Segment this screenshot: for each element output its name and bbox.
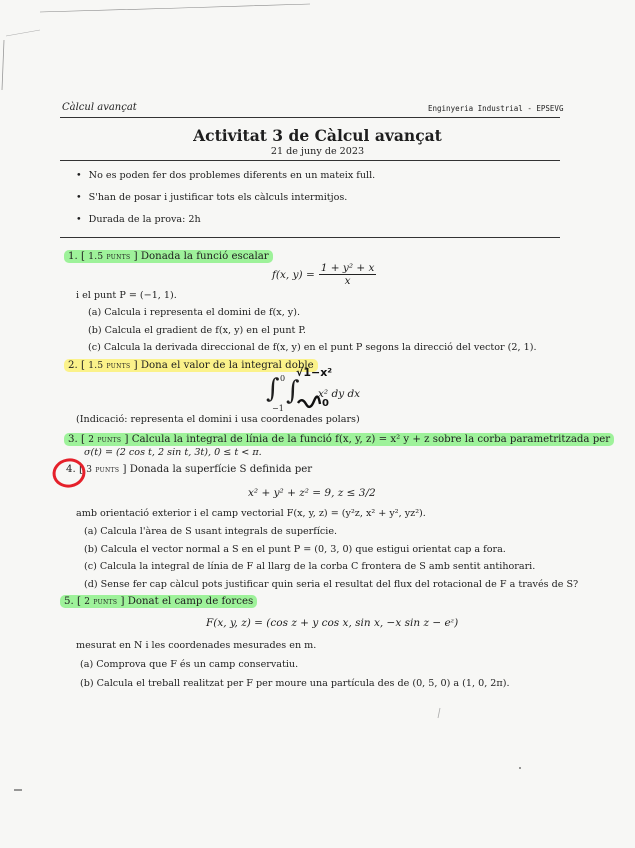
problem-2-integral-sign-outer: ∫: [266, 374, 280, 404]
problem-2-integral-sign-inner: ∫: [286, 376, 300, 406]
problem-2-heading: 2. [ 1.5 punts ] Dona el valor de la integral doble: [64, 359, 318, 372]
page-title: Activitat 3 de Càlcul avançat: [193, 126, 442, 145]
problem-4-item-d: (d) Sense fer cap càlcul pots justificar quin seria el resultat del flux del rotacional de F a través de S?: [84, 579, 579, 590]
problem-4-surface: x² + y² + z² = 9, z ≤ 3/2: [248, 487, 376, 499]
problem-1-points: 1.5 punts: [88, 252, 131, 262]
problem-1-item-b: (b) Calcula el gradient de f(x, y) en el punt P.: [88, 325, 306, 336]
problem-4-points: 3 punts: [86, 465, 120, 475]
problem-1-number: 1.: [68, 251, 78, 262]
problem-1-text: Donada la funció escalar: [140, 251, 269, 262]
problem-4-item-c: (c) Calcula la integral de línia de F al llarg de la corba C frontera de S amb sentit antihorari.: [84, 561, 536, 572]
problem-3-points: 2 punts: [88, 435, 122, 445]
problem-2-integrand: x² dy dx: [318, 388, 361, 400]
problem-1-heading: 1. [ 1.5 punts ] Donada la funció escalar: [64, 250, 273, 263]
problem-3-number: 3.: [68, 434, 78, 445]
problem-5-text: Donat el camp de forces: [127, 596, 254, 607]
header-school: Enginyeria Industrial - EPSEVG: [428, 104, 564, 113]
problem-5-number: 5.: [64, 596, 74, 607]
problem-3-heading: 3. [ 2 punts ] Calcula la integral de línia de la funció f(x, y, z) = x² y + z sobre la corba parametritzada per: [64, 433, 614, 446]
problem-5-item-b: (b) Calcula el treball realitzat per F per moure una partícula des de (0, 5, 0) a (1, 0, 2π).: [80, 678, 510, 689]
problem-4-item-b: (b) Calcula el vector normal a S en el punt P = (0, 3, 0) que estigui orientat cap a fora.: [84, 544, 506, 555]
problem-2-points: 1.5 punts: [88, 361, 131, 371]
problem-2-integral-upper: 0: [280, 374, 286, 383]
problem-4-text: Donada la superfície S definida per: [129, 464, 313, 475]
problem-2-integral-lower: −1: [272, 404, 284, 413]
problem-4-heading: 4. [ 3 punts ] Donada la superfície S definida per: [66, 464, 313, 475]
problem-2-handwritten-lower: 0: [322, 398, 329, 409]
problem-5-heading: 5. [ 2 punts ] Donat el camp de forces: [60, 595, 257, 608]
problem-5-units: mesurat en N i les coordenades mesurades en m.: [76, 640, 317, 651]
problem-2-hint: (Indicació: representa el domini i usa coordenades polars): [76, 414, 360, 425]
instruction-1: • No es poden fer dos problemes diferents en un mateix full.: [76, 170, 375, 181]
exam-date: 21 de juny de 2023: [270, 146, 365, 157]
header-course: Càlcul avançat: [62, 102, 137, 113]
problem-1-fraction-num: 1 + y² + x: [320, 262, 375, 274]
problem-1-fraction: [319, 262, 377, 287]
problem-1-formula-lhs: f(x, y) =: [272, 268, 315, 281]
problem-4-red-circle: [50, 456, 90, 492]
problem-2-text: Dona el valor de la integral doble: [140, 360, 314, 371]
problem-4-number: 4.: [66, 464, 76, 475]
instruction-2: • S'han de posar i justificar tots els càlculs intermitjos.: [76, 192, 347, 203]
problem-1-formula: [272, 262, 376, 287]
instruction-3: • Durada de la prova: 2h: [76, 214, 201, 225]
problem-1-item-c: (c) Calcula la derivada direccional de f(x, y) en el punt P segons la direcció del vector (2, 1).: [88, 342, 537, 353]
problem-5-points: 2 punts: [84, 597, 118, 607]
problem-5-item-a: (a) Comprova que F és un camp conservatiu.: [80, 659, 299, 670]
title-rule-top: [60, 160, 560, 161]
instructions-rule: [60, 237, 560, 238]
scan-pen-marks: [0, 0, 635, 90]
problem-2-number: 2.: [68, 360, 78, 371]
problem-1-point: i el punt P = (−1, 1).: [76, 290, 177, 301]
header-rule: [60, 117, 560, 118]
problem-2-handwritten-upper: √1−x²: [296, 366, 333, 379]
problem-3-curve: σ(t) = (2 cos t, 2 sin t, 3t), 0 ≤ t < π.: [84, 447, 262, 458]
problem-4-item-a: (a) Calcula l'àrea de S usant integrals de superfície.: [84, 526, 338, 537]
problem-5-field: F(x, y, z) = (cos z + y cos x, sin x, −x sin z − eᶻ): [206, 617, 459, 629]
problem-1-item-a: (a) Calcula i representa el domini de f(x, y).: [88, 307, 301, 318]
problem-1-fraction-den: x: [344, 275, 351, 287]
problem-4-field: amb orientació exterior i el camp vectorial F(x, y, z) = (y²z, x² + y², yz²).: [76, 508, 426, 519]
scan-specks: [0, 690, 635, 848]
problem-3-text: Calcula la integral de línia de la funció f(x, y, z) = x² y + z sobre la corba parametritzada per: [131, 434, 611, 445]
